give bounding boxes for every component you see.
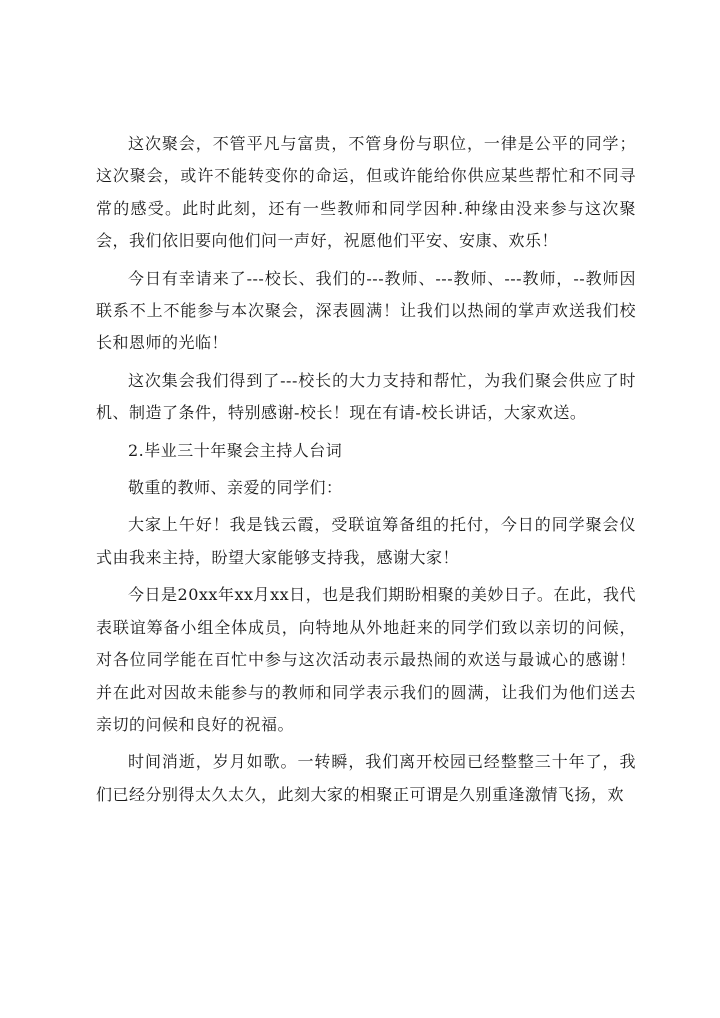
- paragraph-6: 时间消逝，岁月如歌。一转瞬，我们离开校园已经整整三十年了，我们已经分别得太久太久，此刻大家的相聚正可谓是久别重逢激情飞扬，欢: [96, 752, 636, 804]
- paragraph-3: 这次集会我们得到了---校长的大力支持和帮忙，为我们聚会供应了时机、制造了条件，特别感谢-校长！现在有请-校长讲话，大家欢送。: [96, 370, 636, 423]
- document-body: [96, 128, 636, 811]
- section-heading: 2.毕业三十年聚会主持人台词: [128, 440, 343, 460]
- salutation: 敬重的教师、亲爱的同学们：: [128, 478, 343, 498]
- paragraph-5: 今日是20xx年xx月xx日，也是我们期盼相聚的美妙日子。在此，我代表联谊筹备小组全体成员，向特地从外地赶来的同学们致以亲切的问候，对各位同学能在百忙中参与这次活动表示最热闹的欢送与最诚心的感谢！并在此对因故未能参与的教师和同学表示我们的圆满，让我们为他们送去亲切的问候和良好的祝福。: [96, 585, 636, 734]
- paragraph-4: 大家上午好！我是钱云霞，受联谊筹备组的托付，今日的同学聚会仪式由我来主持，盼望大家能够支持我，感谢大家！: [96, 515, 636, 567]
- paragraph-2: 今日有幸请来了---校长、我们的---教师、---教师、---教师，--教师因联系不上不能参与本次聚会，深表圆满！让我们以热闹的掌声欢送我们校长和恩师的光临！: [96, 268, 636, 353]
- paragraph-1: 这次聚会，不管平凡与富贵，不管身份与职位，一律是公平的同学；这次聚会，或许不能转变你的命运，但或许能给你供应某些帮忙和不同寻常的感受。此时此刻，还有一些教师和同学因种.种缘由没来参与这次聚会，我们依旧要向他们问一声好，祝愿他们平安、安康、欢乐！: [96, 134, 636, 251]
